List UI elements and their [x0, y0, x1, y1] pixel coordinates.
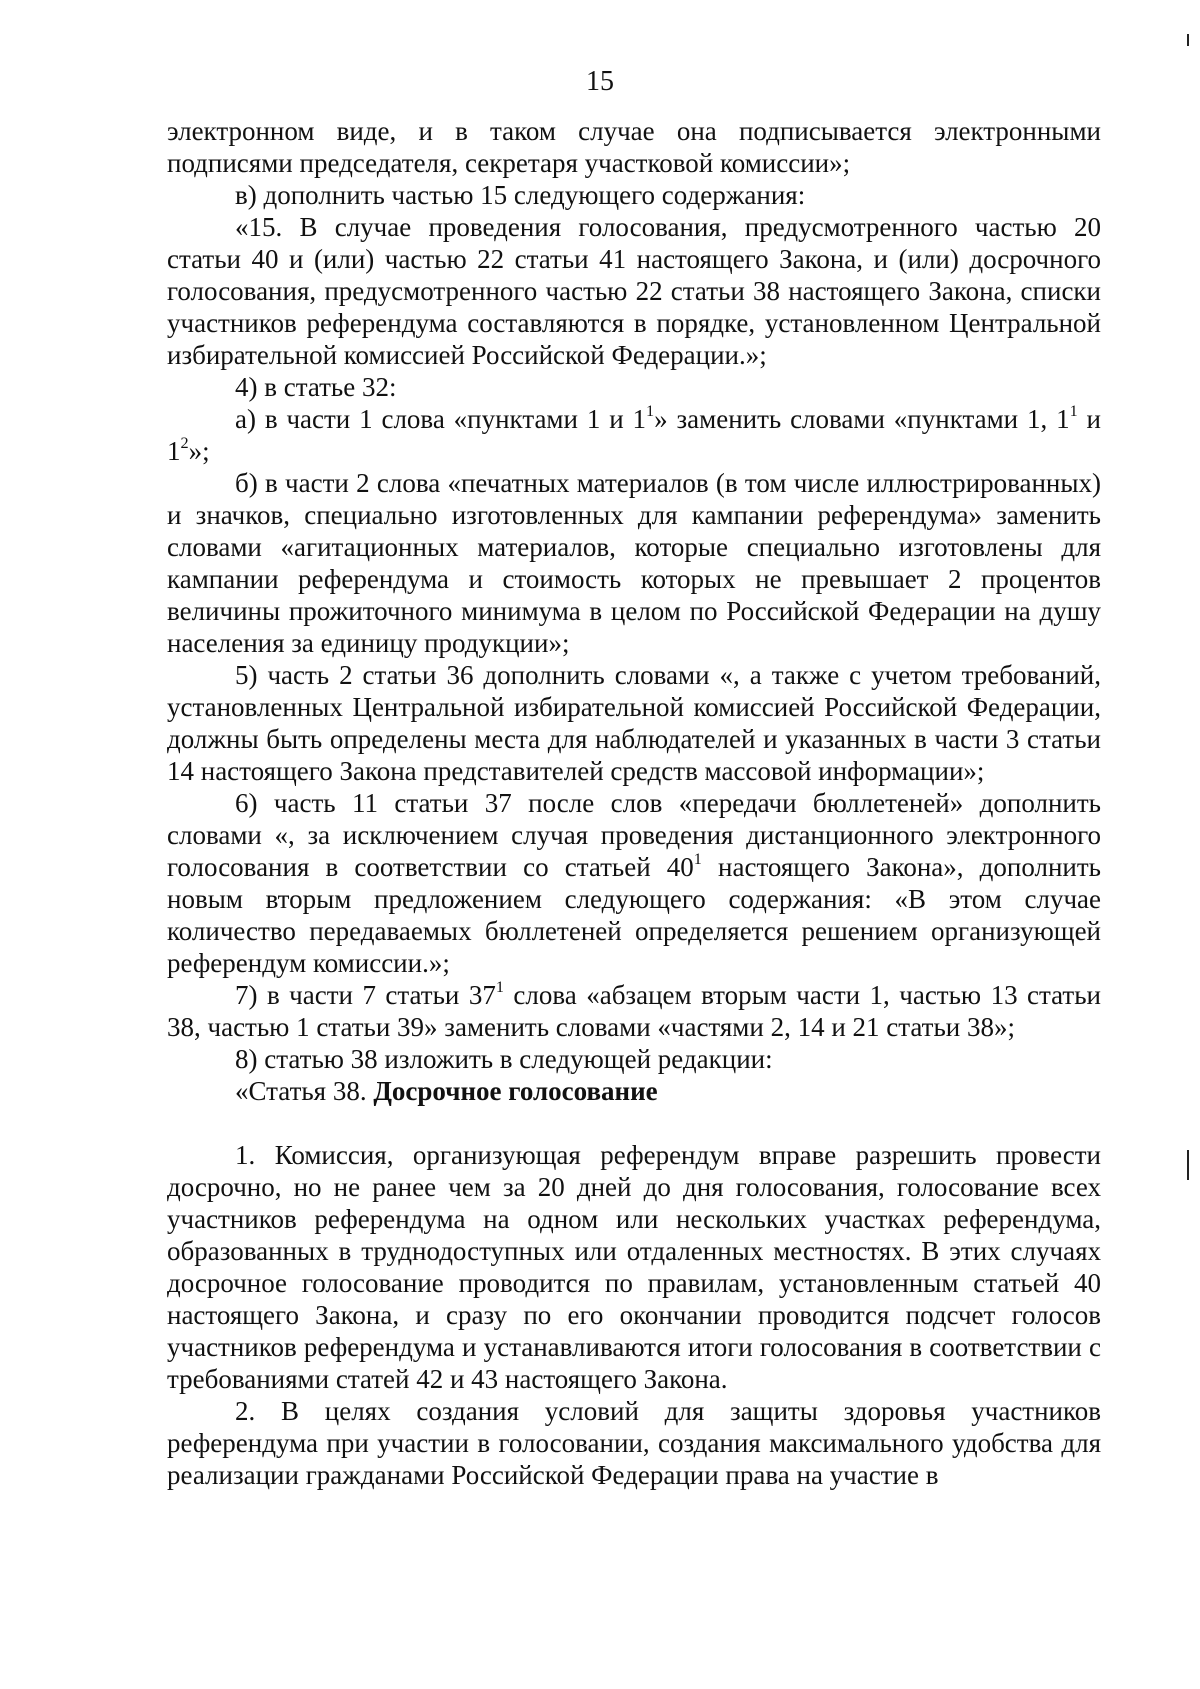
paragraph-text: «Статья 38.	[235, 1076, 374, 1106]
paragraph	[167, 1043, 1101, 1075]
paragraph-text: слова «абзацем вторым части 1, частью 13 статьи 38, частью 1 статьи 39» заменить словами «частями 2, 14 и 21 статьи 38»;	[167, 980, 1101, 1042]
superscript: 1	[495, 978, 504, 997]
paragraph-text: 6) часть 11 статьи 37 после слов «передачи бюллетеней» дополнить словами «, за исключением случая проведения дистанционного электронного голосования в соответствии со статьей 40	[167, 788, 1101, 882]
paragraph-text: б) в части 2 слова «печатных материалов (в том числе иллюстрированных) и значков, специально изготовленных для кампании референдума» заменить словами «агитационных материалов, которые специально изготовлены для кампании референдума и стоимость которых не превышает 2 процентов величины прожиточного минимума в целом по Российской Федерации на душу населения за единицу продукции»;	[167, 468, 1101, 658]
paragraph-text: 8) статью 38 изложить в следующей редакции:	[235, 1044, 773, 1074]
paragraph	[167, 211, 1101, 371]
paragraph-text: »;	[188, 436, 210, 466]
paragraph-text: » заменить словами «пунктами 1, 1	[654, 404, 1070, 434]
superscript: 1	[693, 850, 702, 869]
paragraph	[167, 371, 1101, 403]
paragraph-text: в) дополнить частью 15 следующего содержания:	[235, 180, 806, 210]
paragraph-text: 7) в части 7 статьи 37	[235, 980, 496, 1010]
paragraph-text: электронном виде, и в таком случае она подписывается электронными подписями председателя, секретаря участковой комиссии»;	[167, 116, 1101, 178]
paragraph	[167, 659, 1101, 787]
scan-mark-top	[1187, 34, 1189, 46]
paragraph	[167, 979, 1101, 1043]
paragraph-text: и 1	[167, 404, 1101, 466]
paragraph-text: «15. В случае проведения голосования, предусмотренного частью 20 статьи 40 и (или) частью 22 статьи 41 настоящего Закона, и (или) досрочного голосования, предусмотренного частью 22 статьи 38 настоящего Закона, списки участников референдума составляются в порядке, установленном Центральной избирательной комиссией Российской Федерации.»;	[167, 212, 1101, 370]
superscript: 1	[646, 402, 655, 421]
paragraph	[167, 1139, 1101, 1395]
paragraph-text: 4) в статье 32:	[235, 372, 397, 402]
paragraph	[167, 787, 1101, 979]
paragraph-text: 2. В целях создания условий для защиты здоровья участников референдума при участии в голосовании, создания максимального удобства для реализации гражданами Российской Федерации права на участие в	[167, 1396, 1101, 1490]
paragraph	[167, 1075, 1101, 1107]
superscript: 2	[180, 434, 189, 453]
document-body	[167, 115, 1101, 1491]
paragraph-text: 1. Комиссия, организующая референдум вправе разрешить провести досрочно, но не ранее чем за 20 дней до дня голосования, голосование всех участников референдума на одном или нескольких участках референдума, образованных в труднодоступных или отдаленных местностях. В этих случаях досрочное голосование проводится по правилам, установленным статьей 40 настоящего Закона, и сразу по его окончании проводится подсчет голосов участников референдума и устанавливаются итоги голосования в соответствии с требованиями статей 42 и 43 настоящего Закона.	[167, 1140, 1101, 1394]
paragraph-text: а) в части 1 слова «пунктами 1 и 1	[235, 404, 647, 434]
paragraph-text: настоящего Закона», дополнить новым вторым предложением следующего содержания: «В этом случае количество передаваемых бюллетеней определяется решением организующей референдум комиссии.»;	[167, 852, 1101, 978]
paragraph	[167, 179, 1101, 211]
scan-mark-middle	[1187, 1150, 1189, 1180]
superscript: 1	[1069, 402, 1078, 421]
paragraph	[167, 403, 1101, 467]
paragraph-gap	[167, 1107, 1101, 1139]
paragraph	[167, 467, 1101, 659]
page-number: 15	[586, 66, 614, 97]
paragraph	[167, 115, 1101, 179]
paragraph-text: 5) часть 2 статьи 36 дополнить словами «, а также с учетом требований, установленных Центральной избирательной комиссией Российской Федерации, должны быть определены места для наблюдателей и указанных в части 3 статьи 14 настоящего Закона представителей средств массовой информации»;	[167, 660, 1101, 786]
paragraph	[167, 1395, 1101, 1491]
article-heading: Досрочное голосование	[373, 1076, 658, 1106]
